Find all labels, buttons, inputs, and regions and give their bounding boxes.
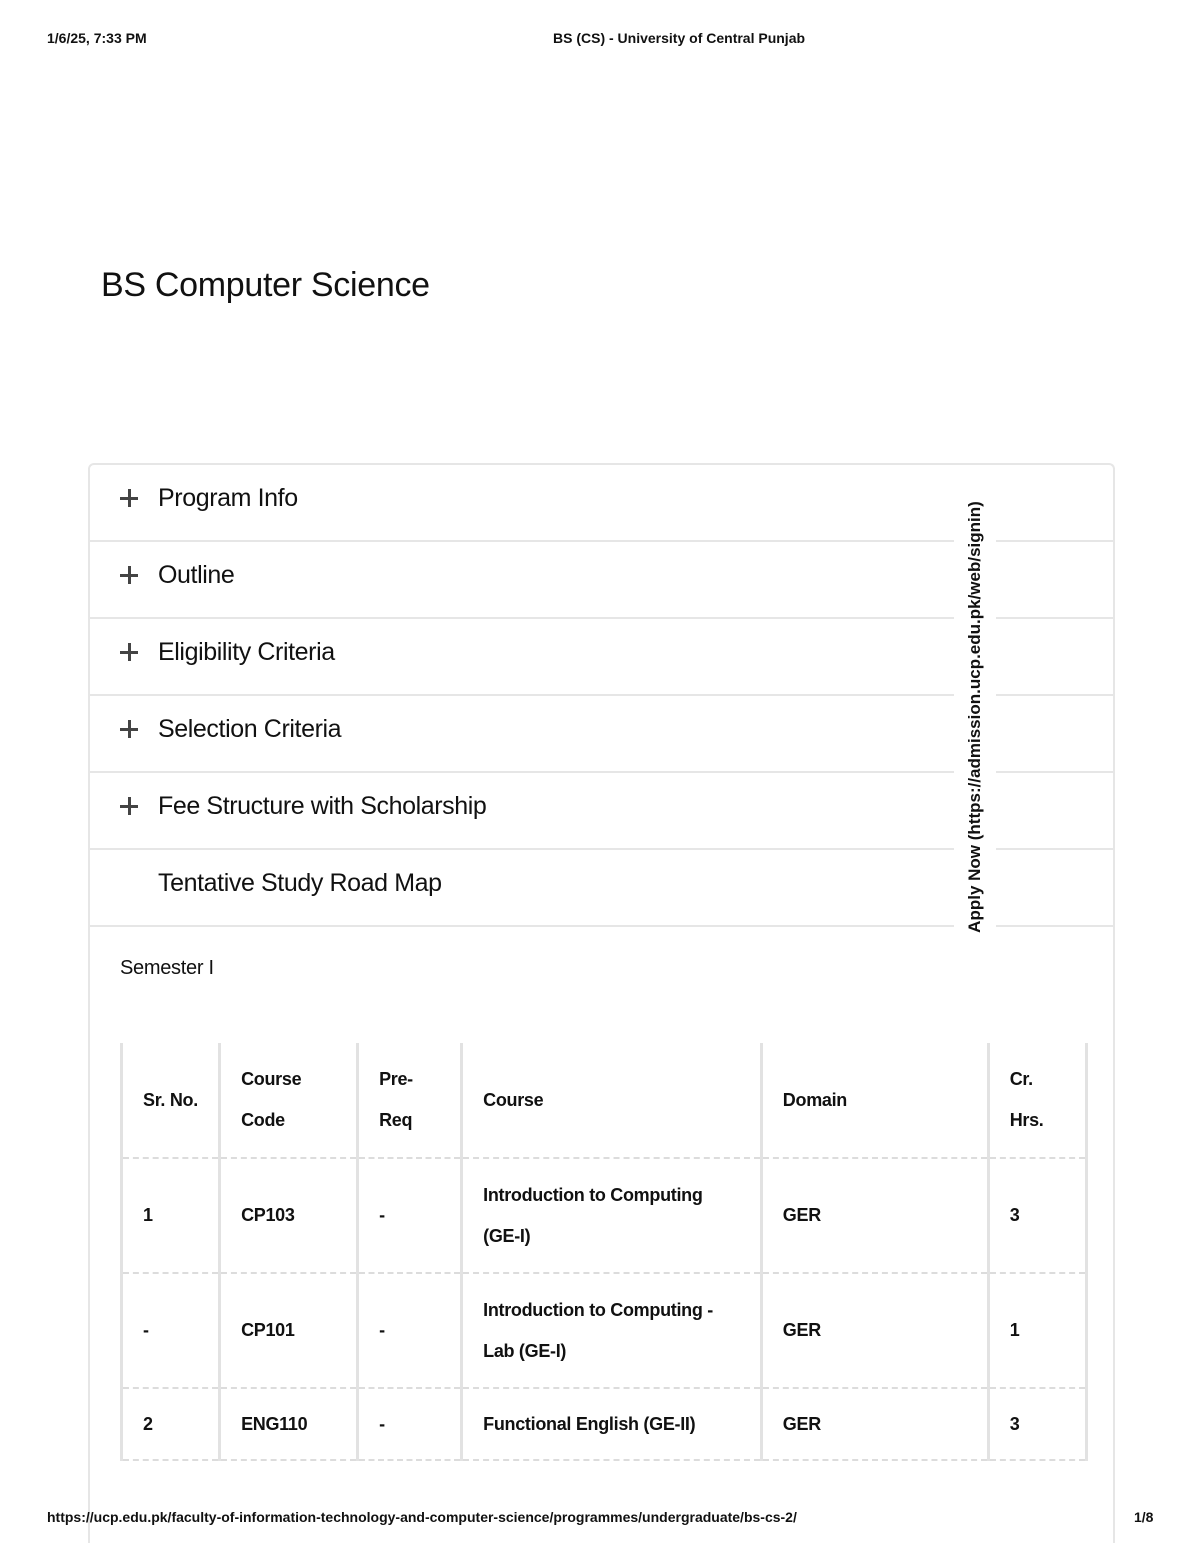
print-timestamp: 1/6/25, 7:33 PM — [47, 30, 147, 46]
apply-now-label: Apply Now (https://admission.ucp.edu.pk/web/signin) — [965, 500, 984, 933]
cell-course-code: CP101 — [220, 1273, 358, 1388]
cell-sr-no: 1 — [122, 1158, 220, 1273]
column-header-sr-no: Sr. No. — [122, 1043, 220, 1158]
column-header-pre-req: Pre-Req — [358, 1043, 462, 1158]
column-header-course-code: Course Code — [220, 1043, 358, 1158]
table-row — [122, 1273, 1087, 1388]
print-page-url: https://ucp.edu.pk/faculty-of-information-technology-and-computer-science/programmes/undergraduate/bs-cs-2/ — [47, 1509, 797, 1525]
plus-icon — [118, 564, 140, 586]
accordion-item-label: Eligibility Criteria — [158, 638, 335, 666]
cell-pre-req: - — [358, 1273, 462, 1388]
cell-credit-hours: 3 — [988, 1388, 1086, 1460]
print-document-title: BS (CS) - University of Central Punjab — [553, 30, 806, 46]
plus-icon — [118, 641, 140, 663]
accordion-item-label: Outline — [158, 561, 235, 589]
cell-domain: GER — [761, 1273, 988, 1388]
print-page-indicator: 1/8 — [1134, 1509, 1154, 1525]
plus-icon — [118, 718, 140, 740]
cell-credit-hours: 1 — [988, 1273, 1086, 1388]
apply-now-link[interactable] — [954, 484, 996, 949]
print-footer — [0, 1509, 1200, 1529]
table-header-row — [122, 1043, 1087, 1158]
cell-domain: GER — [761, 1388, 988, 1460]
accordion-item-label: Fee Structure with Scholarship — [158, 792, 487, 820]
cell-course-code: ENG110 — [220, 1388, 358, 1460]
print-header — [0, 30, 1200, 50]
accordion-item-label: Selection Criteria — [158, 715, 342, 743]
table-row — [122, 1158, 1087, 1273]
column-header-credit-hours: Cr. Hrs. — [988, 1043, 1086, 1158]
column-header-course: Course — [462, 1043, 762, 1158]
plus-icon — [118, 487, 140, 509]
course-table — [120, 1043, 1088, 1461]
cell-sr-no: - — [122, 1273, 220, 1388]
accordion-item-label: Tentative Study Road Map — [158, 869, 442, 897]
cell-sr-no: 2 — [122, 1388, 220, 1460]
cell-course: Functional English (GE-II) — [462, 1388, 762, 1460]
cell-pre-req: - — [358, 1388, 462, 1460]
plus-icon — [118, 795, 140, 817]
table-row — [122, 1388, 1087, 1460]
column-header-domain: Domain — [761, 1043, 988, 1158]
page-title: BS Computer Science — [101, 266, 430, 304]
cell-course: Introduction to Computing (GE-I) — [462, 1158, 762, 1273]
cell-course-code: CP103 — [220, 1158, 358, 1273]
accordion-item-label: Program Info — [158, 484, 298, 512]
cell-domain: GER — [761, 1158, 988, 1273]
cell-credit-hours: 3 — [988, 1158, 1086, 1273]
cell-course: Introduction to Computing - Lab (GE-I) — [462, 1273, 762, 1388]
semester-label: Semester I — [120, 957, 214, 979]
cell-pre-req: - — [358, 1158, 462, 1273]
